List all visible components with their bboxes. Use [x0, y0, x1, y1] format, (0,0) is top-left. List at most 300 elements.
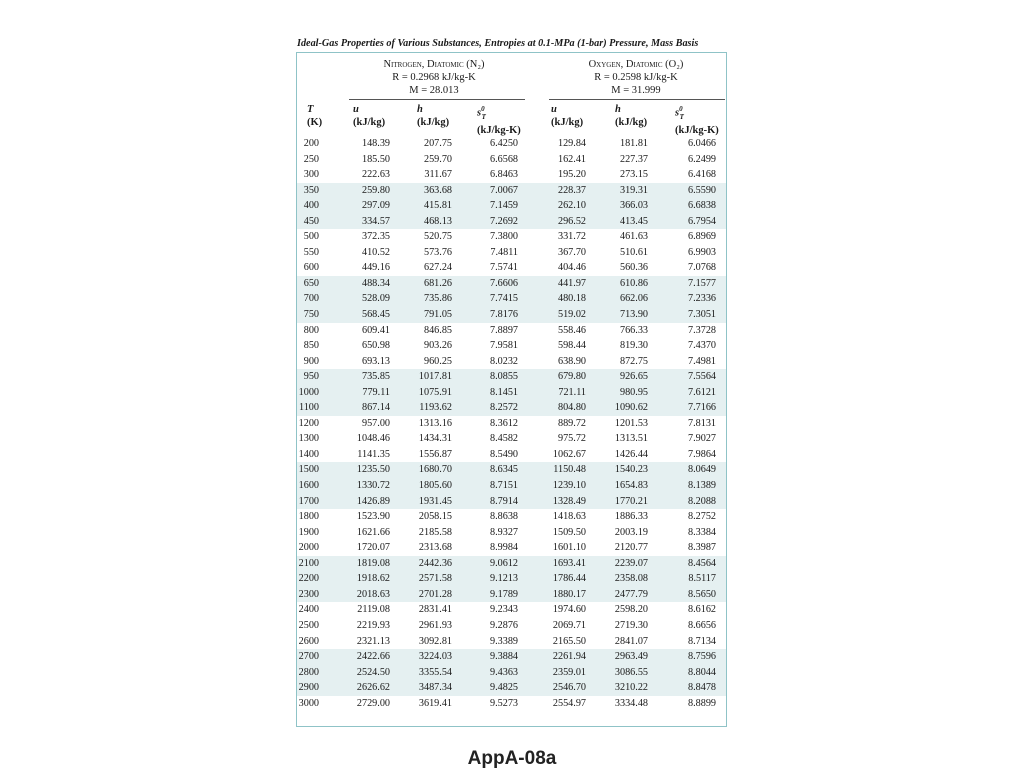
- o2-u-cell: 2069.71: [552, 619, 586, 631]
- n2-s-cell: 7.9581: [489, 340, 518, 352]
- o2-h-cell: 181.81: [619, 138, 648, 149]
- n2-h-cell: 3487.34: [418, 682, 452, 694]
- n2-s-cell: 9.4363: [489, 666, 518, 678]
- o2-u-cell: 367.70: [557, 246, 586, 258]
- n2-u-cell: 528.09: [361, 293, 390, 305]
- n2-h-cell: 2831.41: [418, 604, 452, 616]
- n2-s-cell: 7.6606: [489, 277, 518, 289]
- temperature-cell: 450: [303, 215, 319, 227]
- o2-s-cell: 7.9864: [687, 448, 716, 460]
- table-row: [297, 354, 726, 370]
- n2-h-cell: 573.76: [423, 246, 452, 258]
- table-row: [297, 618, 726, 634]
- n2-h-cell: 363.68: [423, 184, 452, 196]
- col-header-n2-h: h (kJ/kg): [417, 104, 450, 128]
- o2-s-cell: 8.8478: [687, 682, 716, 694]
- n2-s-cell: 7.3800: [489, 231, 518, 243]
- n2-h-cell: 791.05: [423, 309, 452, 321]
- n2-u-cell: 2219.93: [356, 619, 390, 631]
- o2-u-cell: 228.37: [557, 184, 586, 196]
- o2-s-cell: 7.6121: [687, 386, 716, 398]
- n2-h-cell: 1680.70: [418, 464, 452, 476]
- nitrogen-header-rule: [349, 99, 525, 100]
- o2-u-cell: 129.84: [557, 138, 586, 149]
- n2-s-cell: 6.6568: [489, 153, 518, 165]
- n2-s-cell: 7.4811: [490, 246, 518, 258]
- temperature-cell: 1700: [298, 495, 319, 507]
- n2-h-cell: 468.13: [423, 215, 452, 227]
- o2-s-cell: 6.7954: [687, 215, 716, 227]
- oxygen-header-rule: [549, 99, 725, 100]
- o2-h-cell: 319.31: [619, 184, 648, 196]
- n2-s-cell: 8.4582: [489, 433, 518, 445]
- o2-s-cell: 6.9903: [687, 246, 716, 258]
- n2-h-cell: 207.75: [423, 138, 452, 149]
- o2-u-cell: 2165.50: [552, 635, 586, 647]
- n2-s-cell: 9.0612: [489, 557, 518, 569]
- temperature-cell: 2500: [298, 619, 319, 631]
- o2-u-cell: 889.72: [557, 417, 586, 429]
- n2-s-cell: 8.7151: [489, 480, 518, 492]
- o2-h-cell: 560.36: [619, 262, 648, 274]
- o2-u-cell: 1509.50: [552, 526, 586, 538]
- temperature-cell: 2200: [298, 573, 319, 585]
- temperature-cell: 1600: [298, 480, 319, 492]
- n2-s-cell: 7.8176: [489, 309, 518, 321]
- o2-s-cell: 7.3728: [687, 324, 716, 336]
- o2-s-cell: 8.7596: [687, 651, 716, 663]
- o2-s-cell: 7.2336: [687, 293, 716, 305]
- o2-h-cell: 2003.19: [614, 526, 648, 538]
- o2-s-cell: 7.4981: [687, 355, 716, 367]
- table-row: [297, 696, 726, 712]
- o2-h-cell: 2239.07: [614, 557, 648, 569]
- o2-u-cell: 558.46: [557, 324, 586, 336]
- table-row: [297, 494, 726, 510]
- n2-u-cell: 2524.50: [356, 666, 390, 678]
- n2-h-cell: 2571.58: [418, 573, 452, 585]
- o2-u-cell: 1150.48: [553, 464, 586, 476]
- o2-u-cell: 331.72: [557, 231, 586, 243]
- n2-h-cell: 1805.60: [418, 480, 452, 492]
- o2-h-cell: 1313.51: [614, 433, 648, 445]
- temperature-cell: 2600: [298, 635, 319, 647]
- table-row: [297, 136, 726, 152]
- n2-s-cell: 7.8897: [489, 324, 518, 336]
- o2-u-cell: 296.52: [557, 215, 586, 227]
- temperature-cell: 950: [303, 371, 319, 383]
- table-row: [297, 431, 726, 447]
- n2-s-cell: 9.3389: [489, 635, 518, 647]
- table-row: [297, 229, 726, 245]
- table-row: [297, 183, 726, 199]
- temperature-cell: 1900: [298, 526, 319, 538]
- o2-h-cell: 926.65: [619, 371, 648, 383]
- col-header-temperature: T (K): [307, 104, 323, 128]
- temperature-cell: 1100: [299, 402, 319, 414]
- n2-s-cell: 7.5741: [489, 262, 518, 274]
- n2-h-cell: 2313.68: [418, 542, 452, 554]
- table-row: [297, 369, 726, 385]
- table-row: [297, 447, 726, 463]
- o2-h-cell: 1201.53: [614, 417, 648, 429]
- o2-s-cell: 7.9027: [687, 433, 716, 445]
- n2-u-cell: 372.35: [361, 231, 390, 243]
- n2-h-cell: 2701.28: [418, 588, 452, 600]
- o2-u-cell: 679.80: [557, 371, 586, 383]
- o2-s-cell: 8.1389: [687, 480, 716, 492]
- n2-h-cell: 3092.81: [418, 635, 452, 647]
- temperature-cell: 2900: [298, 682, 319, 694]
- n2-u-cell: 1235.50: [356, 464, 390, 476]
- n2-u-cell: 297.09: [361, 200, 390, 212]
- temperature-cell: 2300: [298, 588, 319, 600]
- table-row: [297, 556, 726, 572]
- table-row: [297, 602, 726, 618]
- temperature-cell: 400: [303, 200, 319, 212]
- temperature-cell: 300: [303, 169, 319, 181]
- o2-u-cell: 2261.94: [552, 651, 586, 663]
- o2-h-cell: 3334.48: [614, 697, 648, 709]
- o2-h-cell: 610.86: [619, 277, 648, 289]
- nitrogen-name: Nitrogen, Diatomic (N₂): [383, 59, 485, 70]
- n2-s-cell: 8.0232: [489, 355, 518, 367]
- property-table: [296, 52, 727, 727]
- n2-h-cell: 960.25: [423, 355, 452, 367]
- temperature-cell: 3000: [298, 697, 319, 709]
- o2-h-cell: 766.33: [619, 324, 648, 336]
- col-header-n2-u: u (kJ/kg): [353, 104, 386, 128]
- n2-h-cell: 2185.58: [418, 526, 452, 538]
- n2-s-cell: 7.0067: [489, 184, 518, 196]
- table-row: [297, 478, 726, 494]
- n2-u-cell: 1330.72: [356, 480, 390, 492]
- o2-u-cell: 1418.63: [552, 511, 586, 523]
- o2-h-cell: 662.06: [619, 293, 648, 305]
- table-row: [297, 462, 726, 478]
- o2-s-cell: 8.3384: [687, 526, 716, 538]
- n2-s-cell: 7.7415: [489, 293, 518, 305]
- table-row: [297, 167, 726, 183]
- n2-s-cell: 9.5273: [489, 697, 518, 709]
- n2-s-cell: 8.1451: [489, 386, 518, 398]
- o2-h-cell: 2358.08: [614, 573, 648, 585]
- n2-u-cell: 488.34: [361, 277, 390, 289]
- o2-s-cell: 7.0768: [687, 262, 716, 274]
- table-row: [297, 276, 726, 292]
- temperature-cell: 1000: [298, 386, 319, 398]
- o2-h-cell: 980.95: [619, 386, 648, 398]
- temperature-cell: 1200: [298, 417, 319, 429]
- n2-u-cell: 2119.08: [357, 604, 390, 616]
- o2-s-cell: 8.4564: [687, 557, 716, 569]
- o2-s-cell: 6.2499: [687, 153, 716, 165]
- o2-h-cell: 2719.30: [614, 619, 648, 631]
- n2-u-cell: 222.63: [361, 169, 390, 181]
- n2-h-cell: 846.85: [423, 324, 452, 336]
- n2-u-cell: 867.14: [361, 402, 390, 414]
- o2-s-cell: 7.1577: [687, 277, 716, 289]
- table-row: [297, 525, 726, 541]
- table-row: [297, 680, 726, 696]
- n2-u-cell: 1720.07: [356, 542, 390, 554]
- o2-s-cell: 6.4168: [687, 169, 716, 181]
- table-row: [297, 291, 726, 307]
- n2-s-cell: 8.8638: [489, 511, 518, 523]
- n2-h-cell: 3355.54: [418, 666, 452, 678]
- o2-h-cell: 227.37: [619, 153, 648, 165]
- table-row: [297, 152, 726, 168]
- temperature-cell: 600: [303, 262, 319, 274]
- table-title: Ideal-Gas Properties of Various Substances, Entropies at 0.1-MPa (1-bar) Pressure, Mass Basis: [297, 38, 699, 49]
- table-row: [297, 260, 726, 276]
- n2-u-cell: 1621.66: [356, 526, 390, 538]
- o2-u-cell: 1601.10: [552, 542, 586, 554]
- table-row: [297, 416, 726, 432]
- n2-h-cell: 1313.16: [418, 417, 452, 429]
- o2-h-cell: 2120.77: [614, 542, 648, 554]
- temperature-cell: 700: [303, 293, 319, 305]
- table-row: [297, 385, 726, 401]
- o2-h-cell: 1770.21: [614, 495, 648, 507]
- table-row: [297, 587, 726, 603]
- temperature-cell: 2700: [298, 651, 319, 663]
- n2-s-cell: 9.3884: [489, 651, 518, 663]
- o2-h-cell: 3086.55: [614, 666, 648, 678]
- o2-h-cell: 510.61: [619, 246, 648, 258]
- table-row: [297, 665, 726, 681]
- o2-h-cell: 1090.62: [614, 402, 648, 414]
- n2-h-cell: 2961.93: [418, 619, 452, 631]
- n2-s-cell: 9.4825: [489, 682, 518, 694]
- o2-s-cell: 8.6162: [687, 604, 716, 616]
- n2-h-cell: 3619.41: [418, 697, 452, 709]
- n2-h-cell: 1556.87: [418, 448, 452, 460]
- o2-s-cell: 6.8969: [687, 231, 716, 243]
- n2-h-cell: 903.26: [423, 340, 452, 352]
- o2-h-cell: 2963.49: [614, 651, 648, 663]
- n2-u-cell: 410.52: [361, 246, 390, 258]
- table-body: [297, 136, 726, 711]
- o2-s-cell: 7.7166: [687, 402, 716, 414]
- n2-s-cell: 9.1213: [489, 573, 518, 585]
- n2-s-cell: 7.2692: [489, 215, 518, 227]
- temperature-cell: 250: [303, 153, 319, 165]
- col-header-o2-h: h (kJ/kg): [615, 104, 648, 128]
- table-row: [297, 198, 726, 214]
- n2-h-cell: 3224.03: [418, 651, 452, 663]
- o2-h-cell: 2598.20: [614, 604, 648, 616]
- table-row: [297, 323, 726, 339]
- n2-u-cell: 1048.46: [356, 433, 390, 445]
- temperature-cell: 550: [303, 246, 319, 258]
- n2-s-cell: 8.5490: [489, 448, 518, 460]
- slide-caption: AppA-08a: [467, 748, 557, 769]
- table-row: [297, 400, 726, 416]
- n2-s-cell: 9.1789: [489, 588, 518, 600]
- n2-u-cell: 1819.08: [356, 557, 390, 569]
- table-row: [297, 307, 726, 323]
- o2-s-cell: 7.4370: [687, 340, 716, 352]
- n2-u-cell: 2626.62: [356, 682, 390, 694]
- table-row: [297, 509, 726, 525]
- n2-u-cell: 334.57: [361, 215, 390, 227]
- o2-s-cell: 6.5590: [687, 184, 716, 196]
- table-row: [297, 214, 726, 230]
- o2-u-cell: 1786.44: [552, 573, 586, 585]
- n2-s-cell: 8.2572: [489, 402, 518, 414]
- o2-h-cell: 1654.83: [614, 480, 648, 492]
- temperature-cell: 2100: [298, 557, 319, 569]
- n2-u-cell: 1918.62: [356, 573, 390, 585]
- o2-h-cell: 1886.33: [614, 511, 648, 523]
- n2-h-cell: 681.26: [423, 277, 452, 289]
- n2-u-cell: 1426.89: [356, 495, 390, 507]
- n2-s-cell: 9.2343: [489, 604, 518, 616]
- table-row: [297, 338, 726, 354]
- n2-u-cell: 148.39: [361, 138, 390, 149]
- n2-u-cell: 259.80: [361, 184, 390, 196]
- table-row: [297, 649, 726, 665]
- o2-u-cell: 598.44: [557, 340, 586, 352]
- table-row: [297, 634, 726, 650]
- o2-h-cell: 819.30: [619, 340, 648, 352]
- n2-u-cell: 185.50: [361, 153, 390, 165]
- table-row: [297, 540, 726, 556]
- n2-h-cell: 735.86: [423, 293, 452, 305]
- o2-s-cell: 8.3987: [687, 542, 716, 554]
- temperature-cell: 350: [303, 184, 319, 196]
- n2-h-cell: 1434.31: [418, 433, 452, 445]
- o2-u-cell: 2546.70: [552, 682, 586, 694]
- temperature-cell: 850: [303, 340, 319, 352]
- temperature-cell: 2000: [298, 542, 319, 554]
- oxygen-molar-mass: M = 31.999: [611, 85, 661, 96]
- o2-s-cell: 8.6656: [687, 619, 716, 631]
- nitrogen-molar-mass: M = 28.013: [409, 85, 459, 96]
- o2-h-cell: 2477.79: [614, 588, 648, 600]
- o2-u-cell: 2554.97: [552, 697, 586, 709]
- n2-h-cell: 2058.15: [418, 511, 452, 523]
- temperature-cell: 650: [303, 277, 319, 289]
- oxygen-gas-constant: R = 0.2598 kJ/kg-K: [594, 72, 678, 83]
- o2-s-cell: 8.8899: [687, 697, 716, 709]
- temperature-cell: 2400: [298, 604, 319, 616]
- temperature-cell: 900: [303, 355, 319, 367]
- n2-h-cell: 627.24: [423, 262, 452, 274]
- o2-h-cell: 3210.22: [614, 682, 648, 694]
- o2-s-cell: 8.2752: [687, 511, 716, 523]
- o2-u-cell: 519.02: [557, 309, 586, 321]
- o2-h-cell: 461.63: [619, 231, 648, 243]
- n2-u-cell: 1141.35: [357, 448, 390, 460]
- o2-s-cell: 7.5564: [687, 371, 716, 383]
- o2-u-cell: 2359.01: [552, 666, 586, 678]
- col-header-n2-s: $s^0_T$ (kJ/kg-K): [477, 105, 521, 136]
- o2-s-cell: 6.6838: [687, 200, 716, 212]
- n2-s-cell: 6.4250: [489, 138, 518, 149]
- n2-u-cell: 957.00: [361, 417, 390, 429]
- n2-u-cell: 449.16: [361, 262, 390, 274]
- n2-h-cell: 311.67: [424, 169, 452, 181]
- temperature-cell: 750: [303, 309, 319, 321]
- n2-s-cell: 8.6345: [489, 464, 518, 476]
- n2-u-cell: 779.11: [362, 386, 390, 398]
- n2-s-cell: 8.7914: [489, 495, 518, 507]
- col-header-o2-s: $s^0_T$ (kJ/kg-K): [675, 105, 719, 136]
- temperature-cell: 200: [303, 138, 319, 149]
- oxygen-group-header: [551, 58, 721, 97]
- o2-u-cell: 1328.49: [552, 495, 586, 507]
- table-row: [297, 571, 726, 587]
- o2-h-cell: 366.03: [619, 200, 648, 212]
- temperature-cell: 500: [303, 231, 319, 243]
- o2-h-cell: 1540.23: [614, 464, 648, 476]
- n2-s-cell: 9.2876: [489, 619, 518, 631]
- o2-u-cell: 1693.41: [552, 557, 586, 569]
- o2-u-cell: 638.90: [557, 355, 586, 367]
- o2-s-cell: 6.0466: [687, 138, 716, 149]
- o2-u-cell: 1062.67: [552, 448, 586, 460]
- o2-u-cell: 262.10: [557, 200, 586, 212]
- o2-u-cell: 441.97: [557, 277, 586, 289]
- table-row: [297, 245, 726, 261]
- n2-h-cell: 1075.91: [418, 386, 452, 398]
- o2-u-cell: 1974.60: [552, 604, 586, 616]
- n2-u-cell: 693.13: [361, 355, 390, 367]
- o2-u-cell: 1239.10: [552, 480, 586, 492]
- o2-s-cell: 7.3051: [687, 309, 716, 321]
- n2-u-cell: 568.45: [361, 309, 390, 321]
- o2-h-cell: 1426.44: [614, 448, 648, 460]
- n2-u-cell: 1523.90: [356, 511, 390, 523]
- n2-u-cell: 2321.13: [356, 635, 390, 647]
- o2-s-cell: 8.5650: [687, 588, 716, 600]
- temperature-cell: 1400: [298, 448, 319, 460]
- n2-u-cell: 2018.63: [356, 588, 390, 600]
- n2-u-cell: 2422.66: [356, 651, 390, 663]
- n2-s-cell: 8.9984: [489, 542, 518, 554]
- o2-h-cell: 2841.07: [614, 635, 648, 647]
- o2-h-cell: 273.15: [619, 169, 648, 181]
- o2-s-cell: 7.8131: [687, 417, 716, 429]
- o2-s-cell: 8.0649: [687, 464, 716, 476]
- n2-s-cell: 7.1459: [489, 200, 518, 212]
- o2-u-cell: 162.41: [557, 153, 586, 165]
- n2-h-cell: 415.81: [423, 200, 452, 212]
- o2-s-cell: 8.8044: [687, 666, 716, 678]
- n2-h-cell: 259.70: [423, 153, 452, 165]
- n2-u-cell: 609.41: [361, 324, 390, 336]
- o2-h-cell: 713.90: [619, 309, 648, 321]
- n2-h-cell: 520.75: [423, 231, 452, 243]
- n2-s-cell: 8.9327: [489, 526, 518, 538]
- n2-s-cell: 8.0855: [489, 371, 518, 383]
- o2-s-cell: 8.2088: [687, 495, 716, 507]
- nitrogen-group-header: [349, 58, 519, 97]
- n2-h-cell: 2442.36: [418, 557, 452, 569]
- o2-h-cell: 872.75: [619, 355, 648, 367]
- oxygen-name: Oxygen, Diatomic (O₂): [588, 59, 684, 70]
- n2-u-cell: 735.85: [361, 371, 390, 383]
- o2-u-cell: 975.72: [557, 433, 586, 445]
- temperature-cell: 1800: [298, 511, 319, 523]
- n2-h-cell: 1017.81: [418, 371, 452, 383]
- n2-h-cell: 1193.62: [419, 402, 452, 414]
- o2-u-cell: 721.11: [558, 386, 586, 398]
- o2-u-cell: 404.46: [557, 262, 586, 274]
- n2-s-cell: 6.8463: [489, 169, 518, 181]
